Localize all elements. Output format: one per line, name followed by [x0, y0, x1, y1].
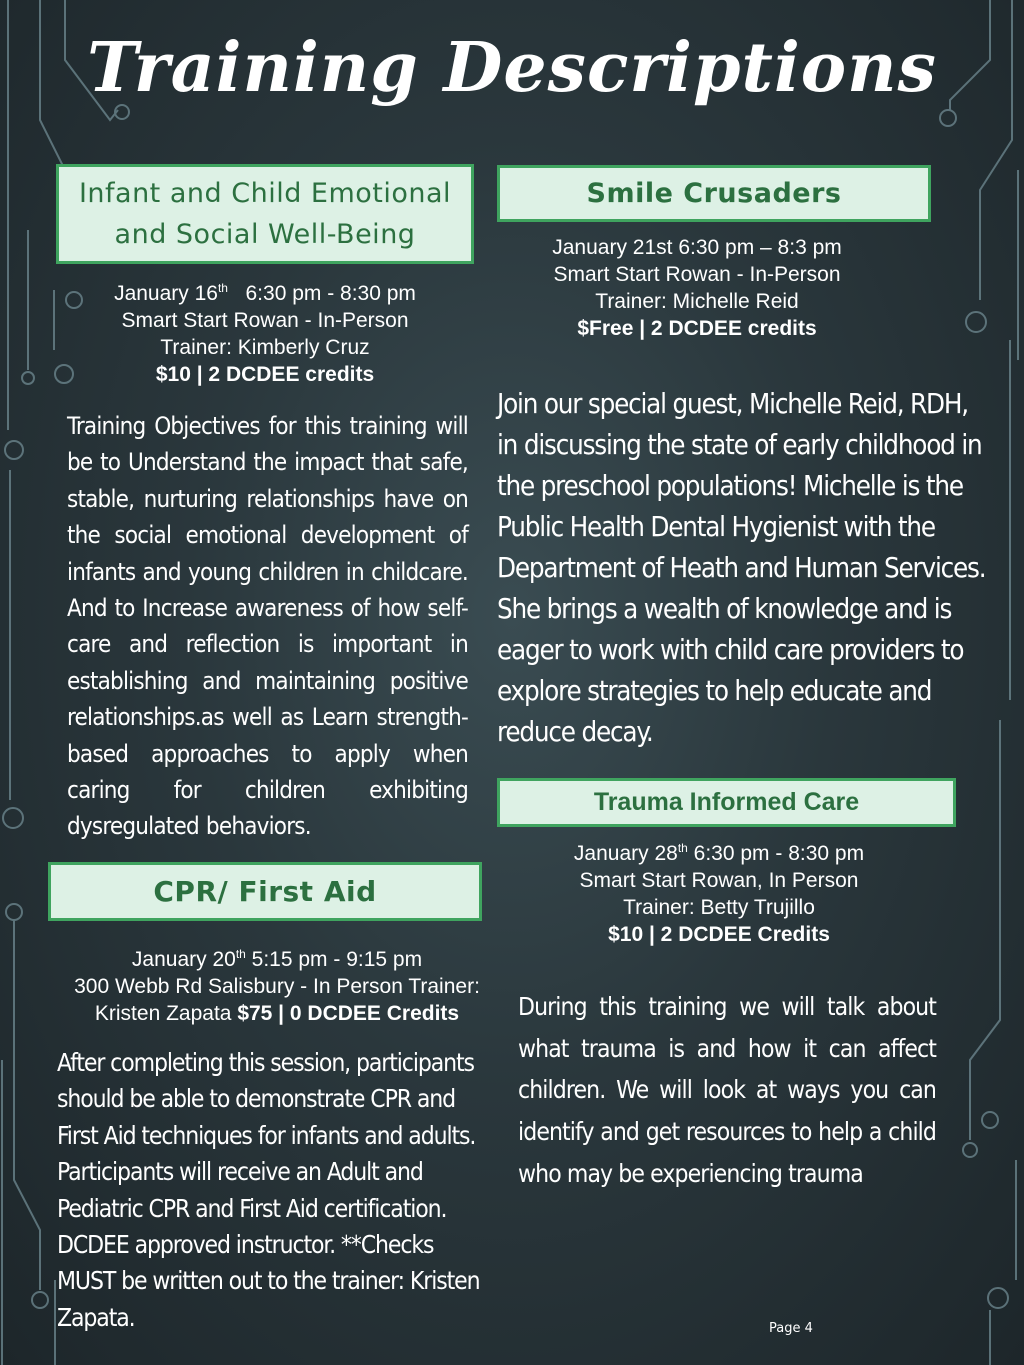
price: $10 | 2 DCDEE Credits: [608, 923, 830, 946]
page-number: Page 4: [769, 1321, 813, 1336]
training-header-emotional-wellbeing: [56, 164, 474, 264]
training-title: Trauma Informed Care: [593, 788, 860, 816]
price: $Free | 2 DCDEE credits: [577, 317, 817, 340]
training-meta-smile-crusaders: [497, 234, 897, 342]
location: Smart Start Rowan - In-Person: [553, 263, 841, 286]
date-line: January 20th 5:15 pm - 9:15 pm: [131, 947, 423, 971]
price: $10 | 2 DCDEE credits: [155, 363, 375, 386]
training-meta-emotional-wellbeing: [56, 280, 474, 388]
training-title: CPR/ First Aid: [153, 875, 377, 908]
location-trainer: 300 Webb Rd Salisbury - In Person Trainer:: [74, 975, 480, 998]
trainer: Trainer: Michelle Reid: [595, 290, 799, 313]
date: January 20: [131, 948, 236, 971]
trainer: Trainer: Betty Trujillo: [623, 896, 815, 919]
training-meta-cpr-first-aid: [48, 946, 506, 1027]
date-line: January 28th 6:30 pm - 8:30 pm: [573, 841, 865, 865]
location: Smart Start Rowan - In-Person: [121, 309, 409, 332]
time: 6:30 pm - 8:30 pm: [245, 282, 416, 305]
trainer: Trainer: Kimberly Cruz: [160, 336, 370, 359]
date: January 28: [573, 842, 678, 865]
time: 5:15 pm - 9:15 pm: [251, 948, 423, 971]
page-title: Training Descriptions: [87, 28, 937, 108]
training-meta-trauma-informed-care: [497, 840, 941, 948]
training-description-trauma-informed-care: During this training we will talk about what trauma is and how it can affect children. We will look at ways you can identify and get resources to help a child who may be experiencing trauma: [518, 992, 936, 1188]
trainer-name: Kristen Zapata: [94, 1002, 232, 1025]
training-description-emotional-wellbeing: Training Objectives for this training will be to Understand the impact that safe, stable, nurturing relationships have on the social emotional development of infants and young children in childcare. And to Increase awareness of how self-care and reflection is important in establishing and maintaining positive relationships.as well as Learn strength-based approaches to apply when caring for children exhibiting dysregulated behaviors.: [67, 412, 468, 841]
training-header-trauma-informed-care: [497, 778, 956, 827]
training-title: Infant and Child Emotional and Social Well-Being: [78, 178, 452, 250]
training-title: Smile Crusaders: [586, 178, 842, 209]
training-description-cpr-first-aid: After completing this session, participants should be able to demonstrate CPR and First Aid techniques for infants and adults. Participants will receive an Adult and Pediatric CPR and First Aid certification. DCDEE approved instructor. **Checks MUST be written out to the trainer: Kristen Zapata.: [57, 1048, 480, 1332]
training-header-smile-crusaders: [497, 165, 931, 222]
training-description-smile-crusaders: Join our special guest, Michelle Reid, RDH, in discussing the state of early childhood in the preschool populations! Michelle is the Public Health Dental Hygienist with the Department of Heath and Human Services. She brings a wealth of knowledge and is eager to work with child care providers to explore strategies to help educate and reduce decay.: [497, 388, 986, 748]
date-line: January 21st 6:30 pm – 8:3 pm: [552, 236, 842, 259]
date: January 16: [114, 282, 218, 305]
price: $75 | 0 DCDEE Credits: [237, 1002, 460, 1025]
training-header-cpr-first-aid: [48, 862, 482, 921]
location: Smart Start Rowan, In Person: [579, 869, 859, 892]
time: 6:30 pm - 8:30 pm: [693, 842, 865, 865]
date-line: January 16th 6:30 pm - 8:30 pm: [114, 281, 416, 305]
